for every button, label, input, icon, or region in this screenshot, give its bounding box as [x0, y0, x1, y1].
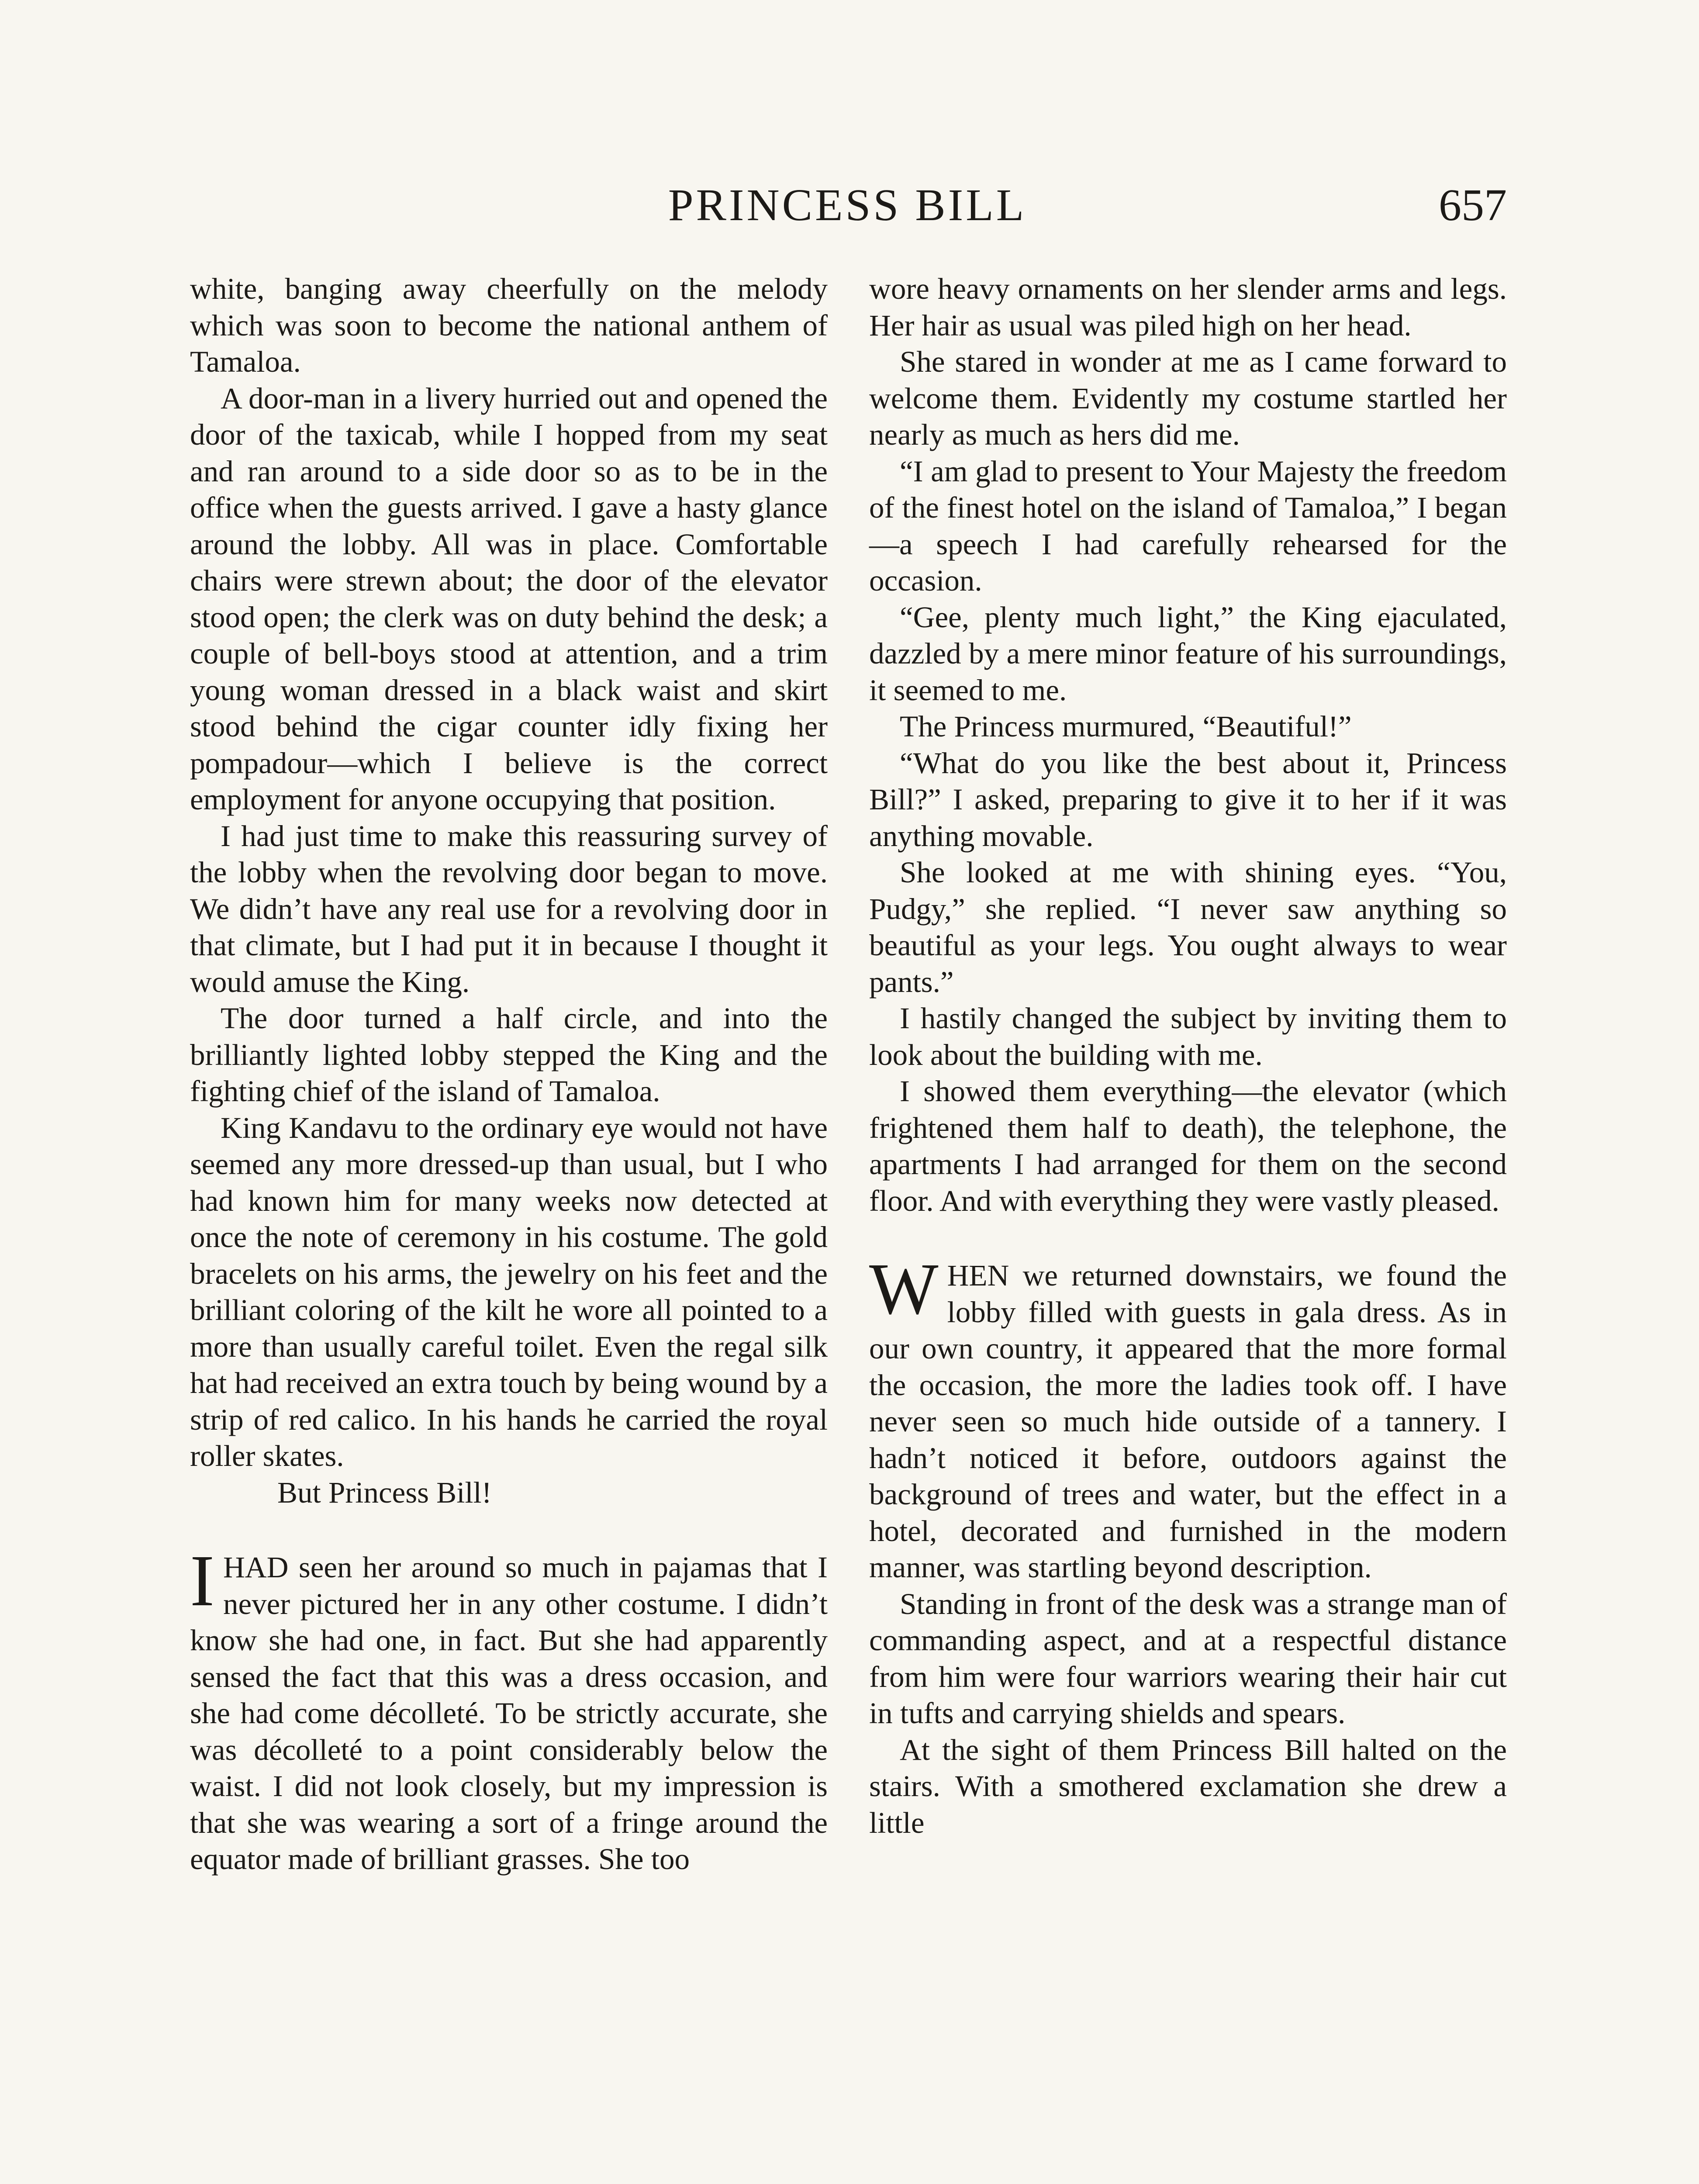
page-header	[188, 175, 1507, 236]
drop-cap: I	[190, 1540, 214, 1621]
paragraph: King Kandavu to the ordinary eye would not have seemed any more dressed-up than usual, but I who had known him for many weeks now detected at once the note of ceremony in his costume. The gold bracelets on his arms, the jewelry on his feet and the brilliant coloring of the kilt he wore all pointed to a more than usually careful toilet. Even the regal silk hat had received an extra touch by being wound by a strip of red calico. In his hands he carried the royal roller skates.	[190, 1111, 828, 1472]
page-number: 657	[1439, 180, 1507, 230]
paragraph: white, banging away cheerfully on the melody which was soon to become the national anthem of Tamaloa.	[190, 272, 828, 378]
dropcap-paragraph	[190, 1540, 828, 1878]
paragraph: The door turned a half circle, and into the brilliantly lighted lobby stepped the King and the fighting chief of the island of Tamaloa.	[190, 1002, 828, 1108]
dropcap-paragraph	[869, 1248, 1507, 1586]
paragraph: I showed them everything—the elevator (which frightened them half to death), the telephone, the apartments I had arranged for them on the second floor. And with everything they were vastly pleased.	[869, 1075, 1507, 1217]
paragraph-text: HEN we returned downstairs, we found the lobby filled with guests in gala dress. As in our own country, it appeared that the more formal the occasion, the more the ladies took off. I have never seen so much hide outside of a tannery. I hadn’t noticed it before, outdoors against the background of trees and water, but the effect in a hotel, decorated and furnished in the modern manner, was startling beyond description.	[869, 1259, 1507, 1584]
paragraph: The Princess murmured, “Beautiful!”	[900, 710, 1352, 743]
paragraph: At the sight of them Princess Bill halted on the stairs. With a smothered exclamation she drew a little	[869, 1733, 1507, 1839]
paragraph-text: HAD seen her around so much in pajamas that I never pictured her in any other costume. I didn’t know she had one, in fact. But she had apparently sensed the fact that this was a dress occasion, and she had come décolleté. To be strictly accurate, she was décolleté to a point considerably below the waist. I did not look closely, but my impression is that she was wearing a sort of a fringe around the equator made of brilliant grasses. She too	[190, 1551, 828, 1876]
paragraph: “Gee, plenty much light,” the King ejaculated, dazzled by a mere minor feature of his surroundings, it seemed to me.	[869, 600, 1507, 707]
paragraph: But Princess Bill!	[277, 1476, 492, 1509]
drop-cap: W	[869, 1248, 939, 1330]
paragraph: I had just time to make this reassuring survey of the lobby when the revolving door began to move. We didn’t have any real use for a revolving door in that climate, but I had put it in because I thought it would amuse the King.	[190, 819, 828, 999]
paragraph: wore heavy ornaments on her slender arms and legs. Her hair as usual was piled high on her head.	[869, 272, 1507, 342]
paragraph: She looked at me with shining eyes. “You, Pudgy,” she replied. “I never saw anything so beautiful as your legs. You ought always to wear pants.”	[869, 856, 1507, 999]
paragraph: A door-man in a livery hurried out and opened the door of the taxicab, while I hopped from my seat and ran around to a side door so as to be in the office when the guests arrived. I gave a hasty glance around the lobby. All was in place. Comfortable chairs were strewn about; the door of the elevator stood open; the clerk was on duty behind the desk; a couple of bell-boys stood at attention, and a trim young woman dressed in a black waist and skirt stood behind the cigar counter idly fixing her pompadour—which I believe is the correct employment for anyone occupying that position.	[190, 381, 828, 816]
paragraph: I hastily changed the subject by inviting them to look about the building with me.	[869, 1002, 1507, 1071]
right-column	[869, 271, 1507, 1841]
running-title: PRINCESS BILL	[668, 180, 1027, 230]
left-column	[190, 271, 828, 1878]
paragraph: “I am glad to present to Your Majesty the freedom of the finest hotel on the island of Tamaloa,” I began—a speech I had carefully rehearsed for the occasion.	[869, 454, 1507, 597]
paragraph: “What do you like the best about it, Princess Bill?” I asked, preparing to give it to her if it was anything movable.	[869, 746, 1507, 853]
paragraph: Standing in front of the desk was a strange man of commanding aspect, and at a respectful distance from him were four warriors wearing their hair cut in tufts and carrying shields and spears.	[869, 1587, 1507, 1730]
paragraph: She stared in wonder at me as I came forward to welcome them. Evidently my costume startled her nearly as much as hers did me.	[869, 345, 1507, 451]
